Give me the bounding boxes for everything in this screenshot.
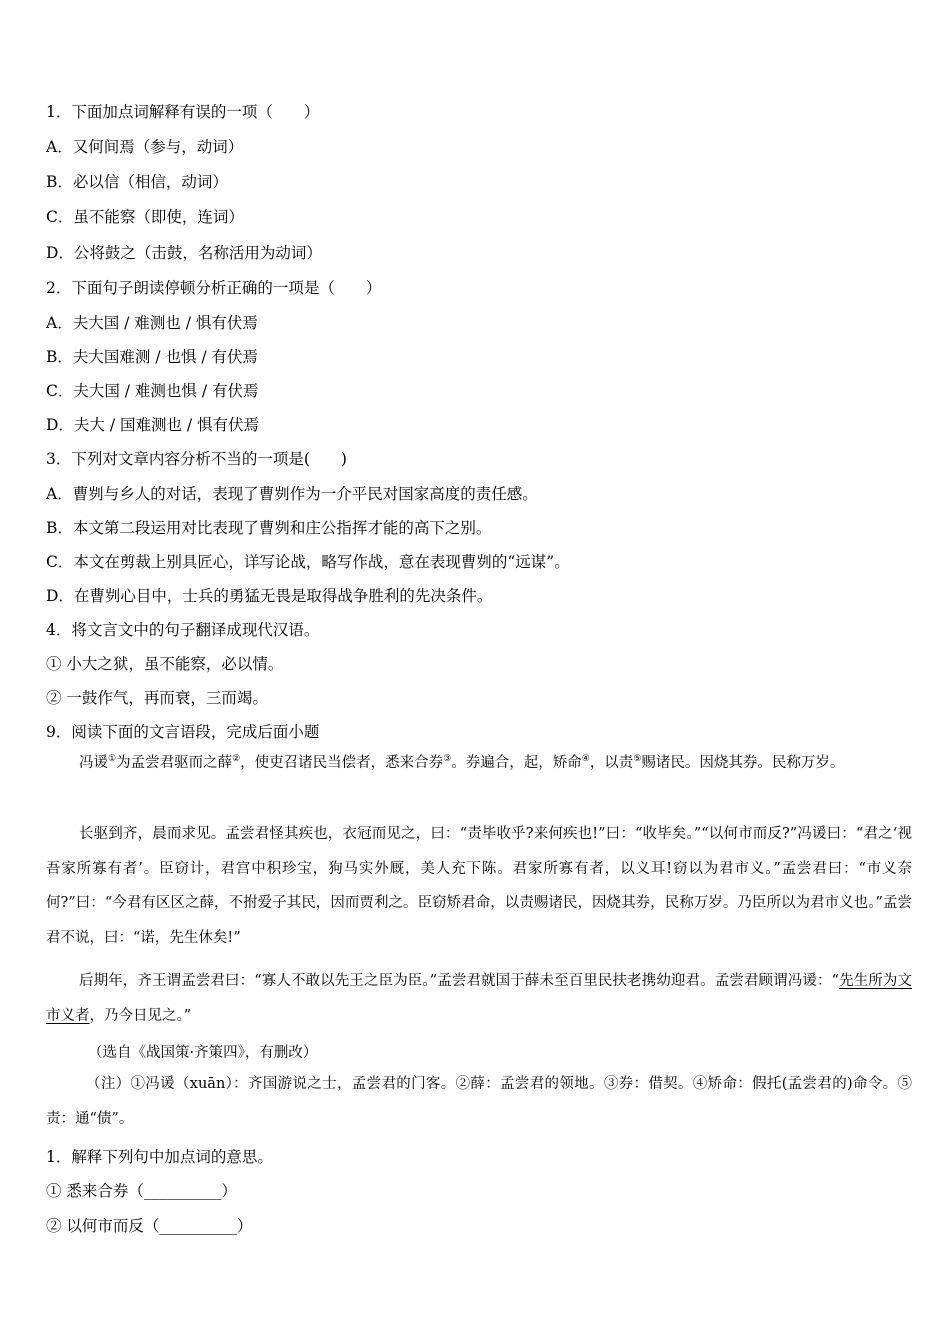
section9-q1-item-2: ② 以何市而反（__________）: [46, 1217, 253, 1235]
q3-option-b: B．本文第二段运用对比表现了曹刿和庄公指挥才能的高下之别。: [46, 519, 492, 537]
underlined-sentence-part-1: 先生所为文市义: [46, 973, 913, 1024]
passage-paragraph-2: 长驱到齐，晨而求见。孟尝君怪其疾也，衣冠而见之，曰：“责毕收乎?来何疾也!”曰：“收毕矣。”“以何市而反?”冯谖曰：“君之‘视吾家所寡有者’。臣窃计，君宫中积珍宝，狗马实外厩，美人充下陈。君家所寡有者，以义耳!窃以为君市义。”孟尝君曰：“市义奈何?”曰：“今君有区区之薛，不拊爱子其民，因而贾利之。臣窃矫君命，以责赐诸民，因烧其券，民称万岁。乃臣所以为君市义也。”孟尝君不说，曰：“诺，先生休矣!”: [46, 826, 912, 946]
q2-stem: 2．下面句子朗读停顿分析正确的一项是（ ）: [46, 279, 382, 297]
q2-option-a: A．夫大国 / 难测也 / 惧有伏焉: [46, 314, 258, 332]
q3-stem: 3．下列对文章内容分析不当的一项是( ): [46, 450, 347, 468]
section9-q1-stem: 1．解释下列句中加点词的意思。: [46, 1148, 273, 1166]
section9-q1-item-1: ① 悉来合券（__________）: [46, 1182, 237, 1200]
q1-option-a: A．又何间焉（参与，动词）: [46, 138, 244, 156]
footnote-ref: ①: [108, 754, 117, 765]
q4-item-2: ② 一鼓作气，再而衰，三而竭。: [46, 689, 268, 707]
passage-paragraph-1: 冯谖①为孟尝君驱而之薛②，使吏召诸民当偿者，悉来合券③。券遍合，起，矫命④，以责⑤赐诸民。因烧其券。民称万岁。: [79, 754, 845, 771]
q2-option-b: B．夫大国难测 / 也惧 / 有伏焉: [46, 348, 259, 366]
q3-option-a: A．曹刿与乡人的对话，表现了曹刿作为一介平民对国家高度的责任感。: [46, 485, 538, 503]
footnote-ref: ④: [581, 754, 590, 765]
passage-paragraph-3: 后期年，齐王谓孟尝君曰：“寡人不敢以先王之臣为臣。”孟尝君就国于薛未至百里民扶老携幼迎君。孟尝君顾谓冯谖：“先生所为文市义者，乃今日见之。”: [46, 973, 913, 1024]
footnote-ref: ②: [232, 754, 241, 765]
footnote-ref: ③: [443, 754, 452, 765]
passage-notes: （注）①冯谖（xuān）：齐国游说之士，孟尝君的门客。②薛：孟尝君的领地。③券：借契。④矫命：假托(孟尝君的)命令。⑤责：通“债”。: [46, 1076, 912, 1127]
q2-option-c: C．夫大国 / 难测也惧 / 有伏焉: [46, 382, 259, 400]
passage-source: （选自《战国策·齐策四》，有删改）: [88, 1045, 318, 1061]
q3-option-d: D．在曹刿心目中，士兵的勇猛无畏是取得战争胜利的先决条件。: [46, 587, 493, 605]
footnote-ref: ⑤: [633, 754, 642, 765]
q2-option-d: D．夫大 / 国难测也 / 惧有伏焉: [46, 416, 260, 434]
underlined-sentence-part-2: 者: [75, 1007, 90, 1024]
q4-stem: 4．将文言文中的句子翻译成现代汉语。: [46, 621, 320, 639]
q1-option-b: B．必以信（相信，动词）: [46, 173, 228, 191]
q1-option-c: C．虽不能察（即使，连词）: [46, 208, 244, 226]
q3-option-c: C．本文在剪裁上别具匠心，详写论战，略写作战，意在表现曹刿的“远谋”。: [46, 553, 570, 571]
q1-option-d: D．公将鼓之（击鼓，名称活用为动词）: [46, 244, 322, 262]
q1-stem: 1．下面加点词解释有误的一项（ ）: [46, 103, 320, 121]
section9-title: 9．阅读下面的文言语段，完成后面小题: [46, 723, 320, 741]
q4-item-1: ① 小大之狱，虽不能察，必以情。: [46, 655, 284, 673]
